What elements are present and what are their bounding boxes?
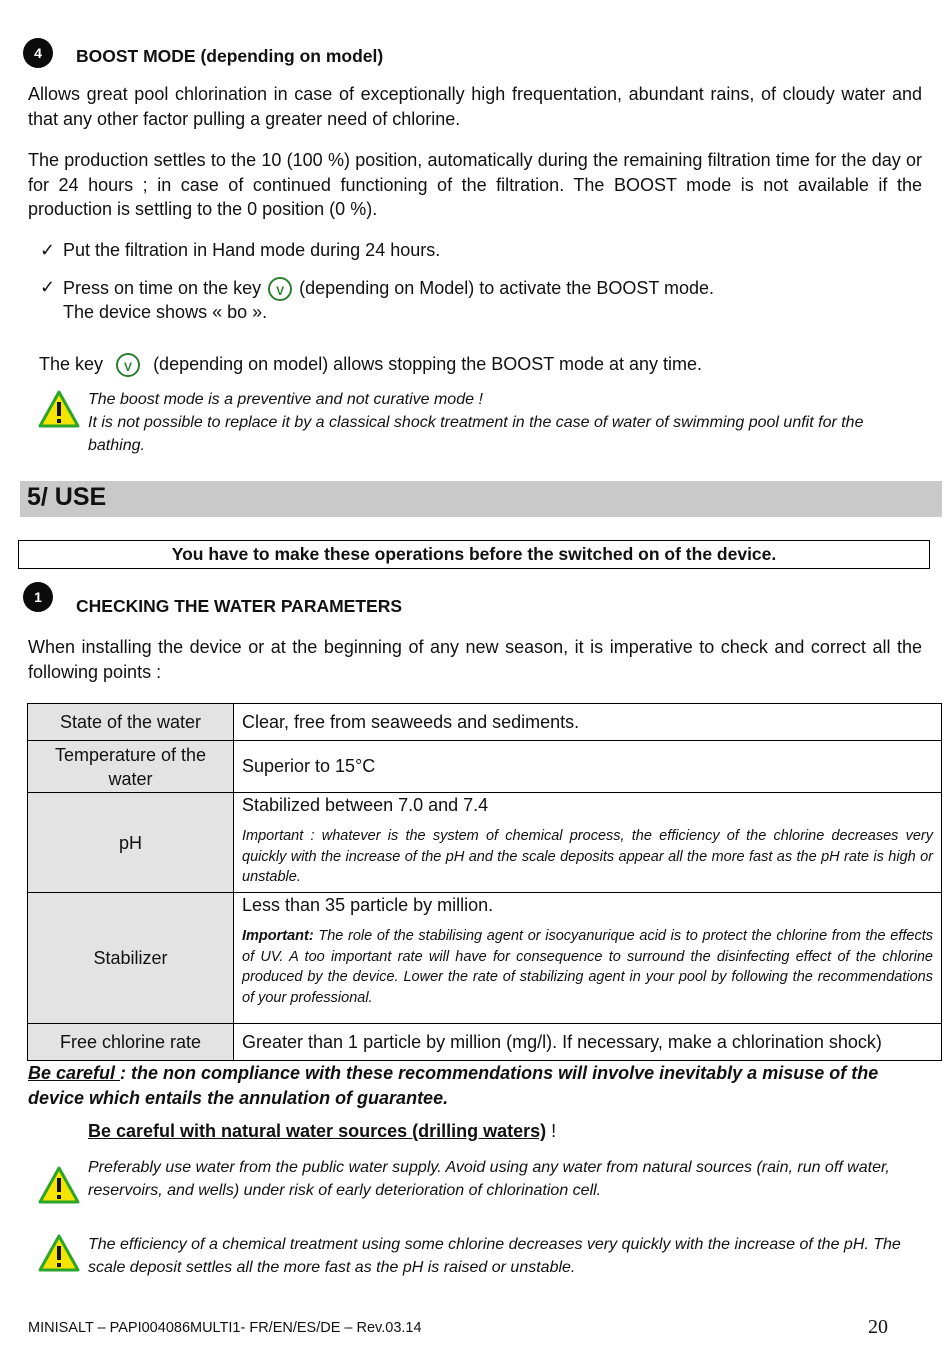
warning-triangle-icon — [38, 1234, 80, 1272]
check-item-2-text-after: (depending on Model) to activate the BOOST mode. — [299, 278, 715, 298]
boost-warning-line-2: It is not possible to replace it by a classical shock treatment in the case of water of swimming pool unfit for the bathing. — [88, 414, 864, 454]
section-header — [20, 481, 942, 517]
boost-heading: BOOST MODE (depending on model) — [76, 46, 384, 66]
check-item-2-line-2: The device shows « bo ». — [63, 302, 268, 322]
water-parameters-table — [27, 703, 942, 1061]
natural-water-warning: Preferably use water from the public water supply. Avoid using any water from natural sources (rain, run off water, reservoirs, and wells) under risk of early deterioration of chlorination cell. — [88, 1159, 890, 1199]
v-key-icon: V — [268, 277, 292, 301]
boost-paragraph-2: The production settles to the 10 (100 %) position, automatically during the remaining filtration time for the day or for 24 hours ; in case of continued functioning of the filtration. The BOOST mode is not available if the production is settling to the 0 position (0 %). — [28, 150, 922, 219]
v-key-icon: V — [116, 353, 140, 377]
stop-boost-text — [39, 352, 702, 377]
table-label-cell: Stabilizer — [28, 893, 234, 1024]
table-value-cell: Clear, free from seaweeds and sediments. — [234, 704, 942, 741]
checking-heading: CHECKING THE WATER PARAMETERS — [76, 596, 403, 616]
table-value-cell: Greater than 1 particle by million (mg/l). If necessary, make a chlorination shock) — [234, 1024, 942, 1061]
table-label-cell: pH — [28, 793, 234, 893]
careful-lead: Be careful — [28, 1063, 121, 1083]
section-title: 5/ USE — [27, 483, 107, 511]
warning-triangle-icon — [38, 1166, 80, 1204]
natural-water-heading-text: Be careful with natural water sources (drilling waters) — [88, 1121, 547, 1141]
table-value-cell: Superior to 15°C — [234, 741, 942, 793]
careful-warning — [28, 1061, 922, 1111]
page-number: 20 — [868, 1316, 888, 1338]
check-item-2-text: Press on time on the key — [63, 278, 262, 298]
stop-boost-text-after: (depending on model) allows stopping the BOOST mode at any time. — [153, 354, 703, 374]
check-item-1: Put the filtration in Hand mode during 24 hours. — [63, 240, 441, 260]
table-label-cell: Free chlorine rate — [28, 1024, 234, 1061]
step-number-badge: 1 — [23, 582, 53, 612]
boost-warning-line-1: The boost mode is a preventive and not curative mode ! — [88, 391, 483, 408]
check-item-2 — [63, 276, 714, 301]
stabilizer-value: Less than 35 particle by million. — [242, 895, 494, 915]
checkmark-icon: ✓ — [40, 277, 56, 297]
stop-boost-text-before: The key — [39, 354, 104, 374]
checking-intro: When installing the device or at the beginning of any new season, it is imperative to check and correct all the following points : — [28, 637, 922, 682]
careful-text: : the non compliance with these recommendations will involve inevitably a misuse of the device which entails the annulation of guarantee. — [28, 1063, 879, 1108]
table-label-cell: Temperature of the water — [28, 741, 234, 793]
table-row — [28, 741, 942, 793]
ph-value: Stabilized between 7.0 and 7.4 — [242, 795, 489, 815]
notice-box: You have to make these operations before the switched on of the device. — [18, 540, 930, 569]
table-value-cell — [234, 893, 942, 1024]
table-label-cell: State of the water — [28, 704, 234, 741]
natural-water-heading-suffix: ! — [546, 1121, 557, 1141]
stabilizer-note — [242, 926, 933, 1008]
footer-doc-reference: MINISALT – PAPI004086MULTI1- FR/EN/ES/DE – Rev.03.14 — [28, 1320, 422, 1336]
step-number-badge: 4 — [23, 38, 53, 68]
stabilizer-note-lead: Important: — [242, 928, 314, 944]
boost-paragraph-1: Allows great pool chlorination in case of exceptionally high frequentation, abundant rains, of cloudy water and that any other factor pulling a greater need of chlorine. — [28, 84, 922, 129]
table-row — [28, 1024, 942, 1061]
checkmark-icon: ✓ — [40, 240, 56, 260]
table-row — [28, 704, 942, 741]
stabilizer-note-text: The role of the stabilising agent or isocyanurique acid is to protect the chlorine from the effects of UV. A too important rate will have for consequence to surround the disinfecting effect of the chlorine produced by the device. Lower the rate of stabilizing agent in your pool by following the recommendations of your professional. — [242, 928, 933, 1006]
table-value-cell — [234, 793, 942, 893]
ph-efficiency-warning: The efficiency of a chemical treatment using some chlorine decreases very quickly with the increase of the pH. The scale deposit settles all the more fast as the pH is raised or unstable. — [88, 1236, 901, 1276]
table-row — [28, 893, 942, 1024]
ph-note: Important : whatever is the system of chemical process, the efficiency of the chlorine decreases very quickly with the increase of the pH and the scale deposits appear all the more fast as the pH rate is high or unstable. — [242, 828, 933, 885]
natural-water-heading — [88, 1121, 556, 1142]
warning-triangle-icon — [38, 390, 80, 428]
table-row — [28, 793, 942, 893]
